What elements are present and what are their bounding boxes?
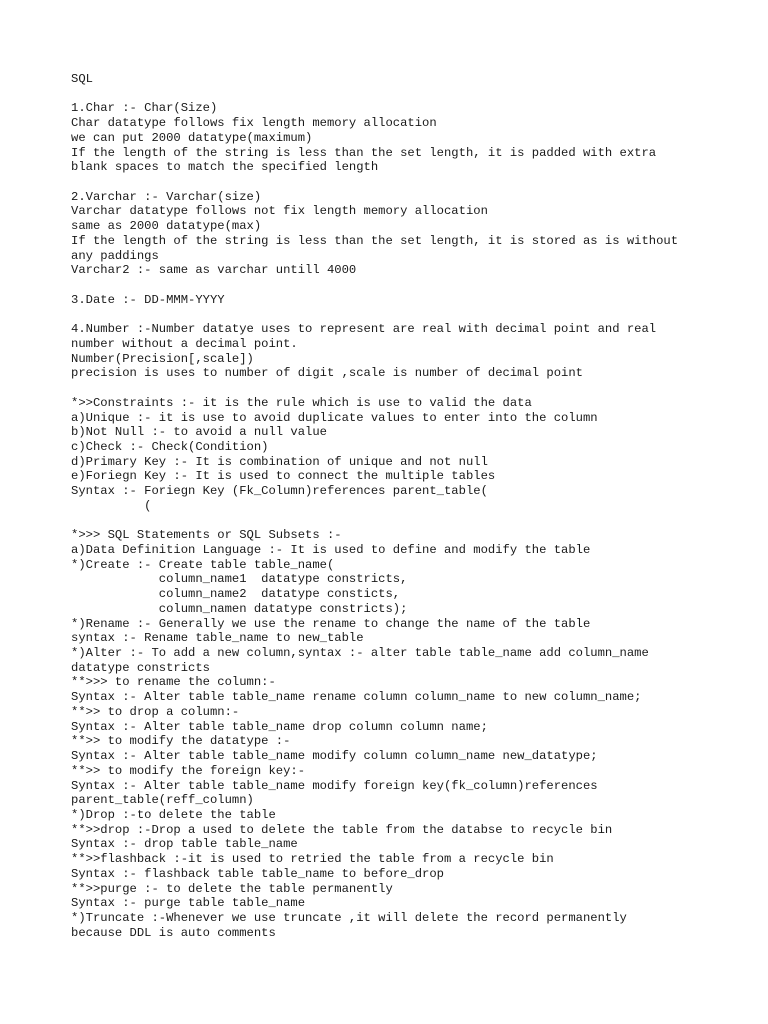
- text-line: **>> to drop a column:-: [71, 704, 240, 719]
- text-line: *)Truncate :-Whenever we use truncate ,it will delete the record permanently: [71, 910, 627, 925]
- text-line: **>> to modify the foreign key:-: [71, 763, 306, 778]
- blank-line: [71, 87, 751, 102]
- text-line: Syntax :- purge table table_name: [71, 896, 306, 911]
- text-line: Syntax :- Alter table table_name drop column column name;: [71, 719, 488, 734]
- document-title: SQL: [71, 72, 93, 86]
- text-line: (: [71, 498, 152, 513]
- text-line: **>>purge :- to delete the table permanently: [71, 881, 393, 896]
- text-line: **>>flashback :-it is used to retried the table from a recycle bin: [71, 852, 554, 867]
- text-line: any paddings: [71, 248, 159, 263]
- document-page: [71, 72, 751, 940]
- text-line: Varchar2 :- same as varchar untill 4000: [71, 263, 357, 278]
- blank-line: [71, 175, 751, 190]
- text-line: *)Alter :- To add a new column,syntax :- alter table table_name add column_name: [71, 646, 649, 661]
- text-line: we can put 2000 datatype(maximum): [71, 130, 313, 145]
- section-date: [71, 293, 751, 308]
- text-line: Syntax :- Alter table table_name modify foreign key(fk_column)references: [71, 778, 598, 793]
- text-line: *)Drop :-to delete the table: [71, 807, 276, 822]
- blank-line: [71, 308, 751, 323]
- text-line: If the length of the string is less than the set length, it is stored as is without: [71, 233, 679, 248]
- text-line: e)Foriegn Key :- It is used to connect the multiple tables: [71, 469, 496, 484]
- section-sql-statements: [71, 528, 751, 940]
- text-line: Syntax :- drop table table_name: [71, 837, 298, 852]
- section-constraints: [71, 396, 751, 514]
- text-line: *>>> SQL Statements or SQL Subsets :-: [71, 528, 342, 543]
- text-line: **>>drop :-Drop a used to delete the table from the databse to recycle bin: [71, 822, 613, 837]
- text-line: Syntax :- Foriegn Key (Fk_Column)references parent_table(: [71, 484, 488, 499]
- text-line: Number(Precision[,scale]): [71, 351, 254, 366]
- text-line: because DDL is auto comments: [71, 925, 276, 940]
- text-line: Syntax :- Alter table table_name modify column column_name new_datatype;: [71, 749, 598, 764]
- text-line: b)Not Null :- to avoid a null value: [71, 425, 327, 440]
- text-line: syntax :- Rename table_name to new_table: [71, 631, 364, 646]
- text-line: *)Rename :- Generally we use the rename to change the name of the table: [71, 616, 591, 631]
- text-line: Syntax :- flashback table table_name to before_drop: [71, 866, 444, 881]
- text-line: same as 2000 datatype(max): [71, 219, 262, 234]
- text-line: column_namen datatype constricts);: [71, 601, 408, 616]
- blank-line: [71, 381, 751, 396]
- text-line: 4.Number :-Number datatye uses to represent are real with decimal point and real: [71, 322, 657, 337]
- text-line: a)Unique :- it is use to avoid duplicate values to enter into the column: [71, 410, 598, 425]
- text-line: 2.Varchar :- Varchar(size): [71, 189, 262, 204]
- text-line: **>> to modify the datatype :-: [71, 734, 291, 749]
- section-varchar: [71, 190, 751, 278]
- text-line: parent_table(reff_column): [71, 793, 254, 808]
- section-char: [71, 101, 751, 175]
- text-line: 3.Date :- DD-MMM-YYYY: [71, 292, 225, 307]
- text-line: d)Primary Key :- It is combination of unique and not null: [71, 454, 488, 469]
- text-line: Char datatype follows fix length memory allocation: [71, 116, 437, 131]
- text-line: column_name1 datatype constricts,: [71, 572, 408, 587]
- text-line: 1.Char :- Char(Size): [71, 101, 218, 116]
- text-line: precision is uses to number of digit ,scale is number of decimal point: [71, 366, 583, 381]
- text-line: Varchar datatype follows not fix length memory allocation: [71, 204, 488, 219]
- text-line: Syntax :- Alter table table_name rename column column_name to new column_name;: [71, 690, 642, 705]
- text-line: a)Data Definition Language :- It is used to define and modify the table: [71, 543, 591, 557]
- text-line: *)Create :- Create table table_name(: [71, 557, 335, 572]
- blank-line: [71, 278, 751, 293]
- text-line: blank spaces to match the specified length: [71, 160, 379, 175]
- text-line: **>>> to rename the column:-: [71, 675, 276, 690]
- blank-line: [71, 514, 751, 529]
- text-line: number without a decimal point.: [71, 336, 298, 351]
- text-line: c)Check :- Check(Condition): [71, 439, 269, 454]
- text-line: If the length of the string is less than the set length, it is padded with extra: [71, 145, 657, 160]
- text-line: *>>Constraints :- it is the rule which is use to valid the data: [71, 395, 532, 410]
- section-number: [71, 322, 751, 381]
- text-line: column_name2 datatype consticts,: [71, 587, 401, 602]
- text-line: datatype constricts: [71, 660, 210, 675]
